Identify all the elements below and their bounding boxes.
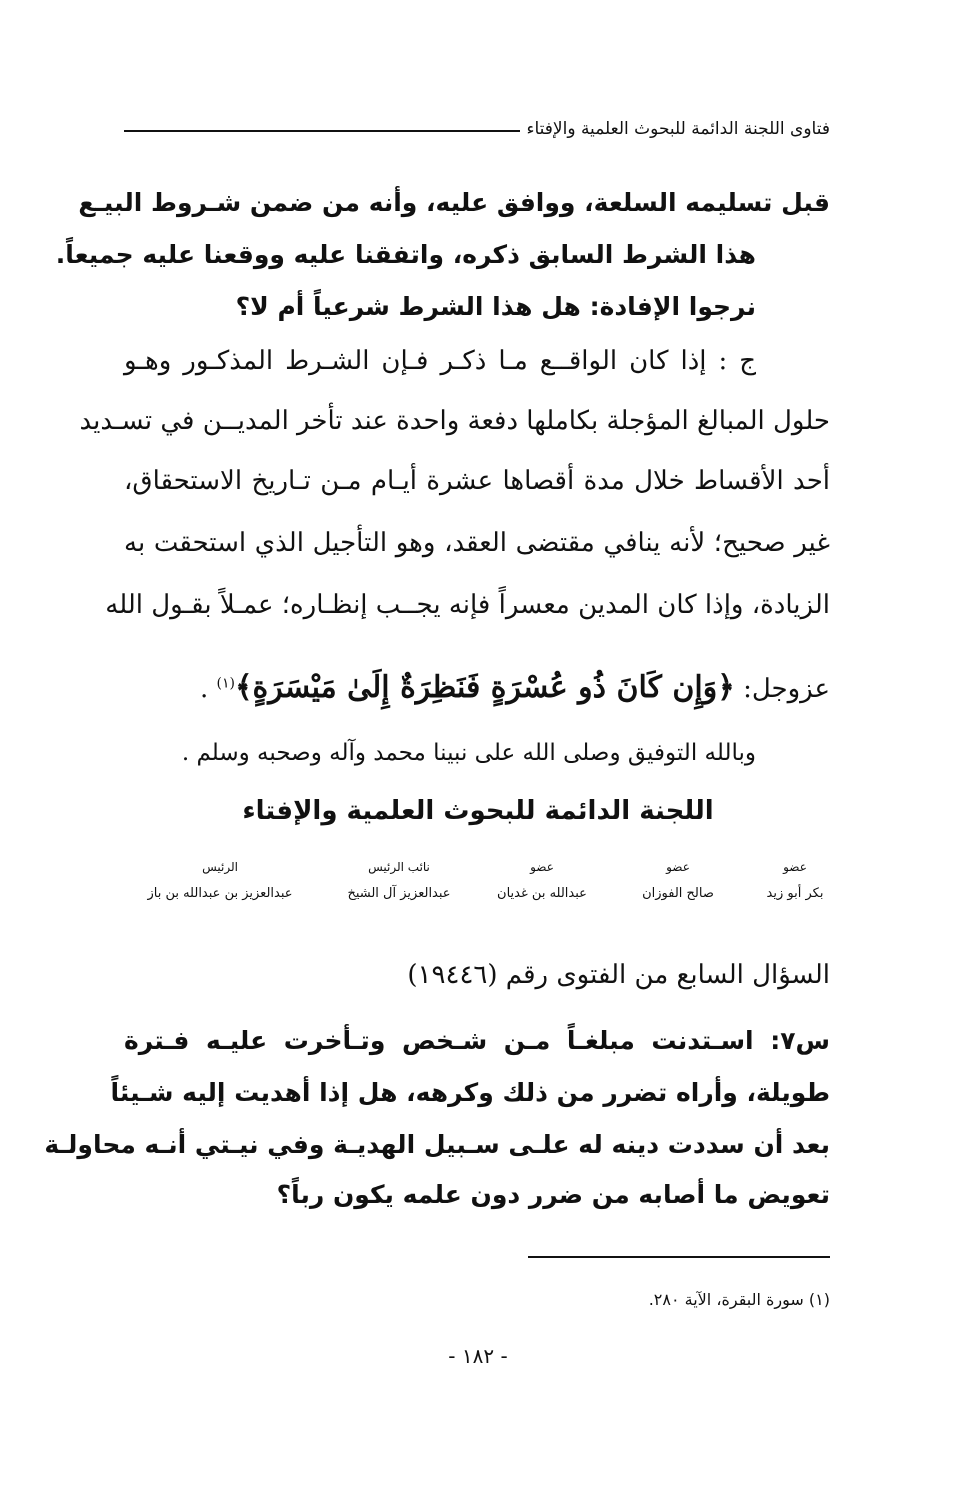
question-line-1: قبل تسليمه السلعة، ووافق عليه، وأنه من ضمن شـروط البيـع [78,188,830,217]
quran-verse: ﴿وَإِن كَانَ ذُو عُسْرَةٍ فَنَظِرَةٌ إِلَىٰ مَيْسَرَةٍ﴾ [234,670,735,705]
signatures-block [124,860,830,920]
verse-suffix: . [199,674,217,704]
running-header [124,112,830,146]
next-question-line-3: بعد أن سددت دينه له علـى سـبيل الهديـة وفي نيـتي أنـه محاولـة [44,1130,830,1159]
signature-role: عضو [783,860,807,874]
answer-line-3: أحد الأقساط خلال مدة أقصاها عشرة أيـام مـن تـاريخ الاستحقاق، [124,466,830,496]
signature-role: نائب الرئيس [368,860,430,874]
signature-name: عبدالعزيز آل الشيخ [347,886,451,901]
answer-line-2: حلول المبالغ المؤجلة بكاملها دفعة واحدة عند تأخر المديــن في تسـديد [79,406,830,436]
committee-title: اللجنة الدائمة للبحوث العلمية والإفتاء [242,796,714,826]
signature-name: صالح الفوزان [642,886,714,901]
footnote-reference: (١) [216,675,235,692]
signature-member-3 [484,860,600,901]
signature-member-1 [760,860,830,901]
signature-member-4 [334,860,464,901]
next-question-heading: السؤال السابع من الفتوى رقم (١٩٤٤٦) [407,960,830,990]
next-question-line-4: تعويض ما أصابه من ضرر دون علمه يكون رباً؟ [276,1180,830,1209]
next-question-line-2: طويلة، وأراه تضرر من ذلك وكرهه، هل إذا أهديت إليه شـيئاً [110,1078,830,1107]
next-question-line-1: س٧: اسـتدنت مبلغـاً مـن شـخص وتـأخرت عليـه فـترة [124,1026,830,1055]
signature-role: الرئيس [202,860,238,874]
signature-role: عضو [666,860,690,874]
question-line-3: نرجوا الإفادة: هل هذا الشرط شرعياً أم لا؟ [235,292,756,321]
signature-name: بكر أبو زيد [766,886,824,901]
footnote-divider [528,1256,830,1258]
footnote-text: (١) سورة البقرة، الآية ٢٨٠. [648,1290,830,1309]
verse-line [124,670,830,705]
page-number: - ١٨٢ - [448,1344,508,1368]
header-rule [124,130,520,132]
signature-name: عبدالله بن غديان [497,886,587,901]
header-title: فتاوى اللجنة الدائمة للبحوث العلمية والإفتاء [526,119,830,139]
signature-member-5 [124,860,316,901]
signature-name: عبدالعزيز بن عبدالله بن باز [147,886,293,901]
answer-line-1: ج : إذا كان الواقــع مـا ذكـر فـإن الشـرط المذكـور وهـو [124,346,756,376]
answer-line-5: الزيادة، وإذا كان المدين معسراً فإنه يجــب إنظـاره؛ عمـلاً بقـول الله [105,590,830,620]
answer-line-4: غير صحيح؛ لأنه ينافي مقتضى العقد، وهو التأجيل الذي استحقت به [124,528,830,558]
verse-prefix: عزوجل: [743,674,830,704]
closing-line: وبالله التوفيق وصلى الله على نبينا محمد وآله وصحبه وسلم . [181,740,756,766]
signature-role: عضو [530,860,554,874]
signature-member-2 [630,860,726,901]
question-line-2: هذا الشرط السابق ذكره، واتفقنا عليه ووقعنا عليه جميعاً. [55,240,756,269]
